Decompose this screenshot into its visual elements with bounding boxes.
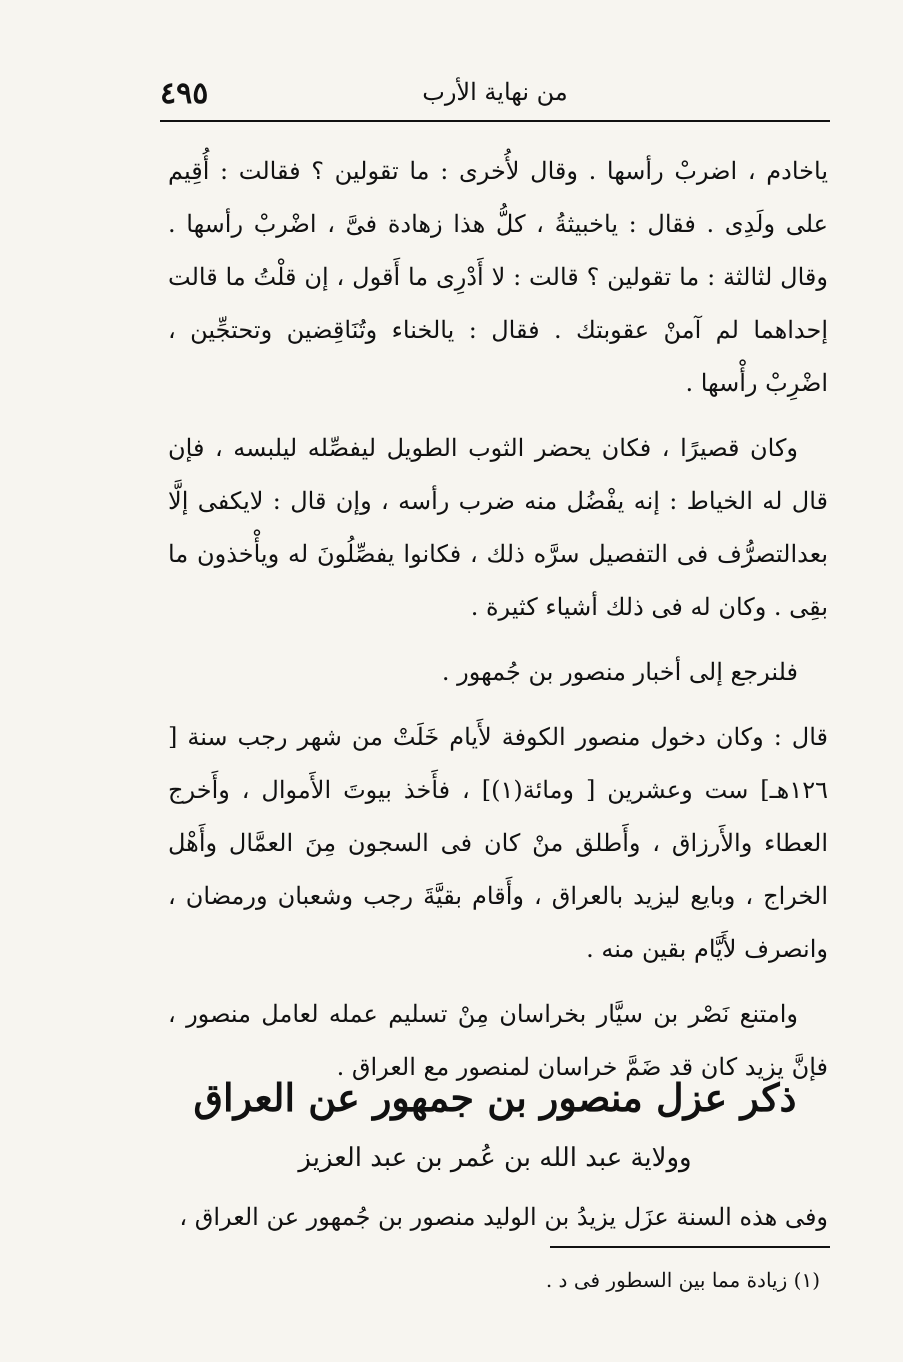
footnote-divider	[550, 1246, 830, 1248]
section-first-line: وفى هذه السنة عزَل يزيدُ بن الوليد منصور بن جُمهور عن العراق ،	[179, 1203, 828, 1231]
paragraph: وكان قصيرًا ، فكان يحضر الثوب الطويل ليفصِّله ليلبسه ، فإن قال له الخياط : إنه يفْضُل منه ضرب رأسه ، وإن قال : لايكفى إلَّا بعدالتصرُّف فى التفصيل سرَّه ذلك ، فكانوا يفصِّلُونَ له ويأْخذون ما بقِى . وكان له فى ذلك أشياء كثيرة .	[168, 434, 829, 621]
section-subtitle: وولاية عبد الله بن عُمر بن عبد العزيز	[298, 1143, 692, 1173]
footnote: (١) زيادة مما بين السطور فى د .	[545, 1268, 820, 1292]
page-header	[160, 70, 830, 122]
paragraph: فلنرجع إلى أخبار منصور بن جُمهور .	[441, 658, 798, 686]
page-number: ٤٩٥	[160, 76, 209, 111]
section-title: ذكر عزل منصور بن جمهور عن العراق	[193, 1075, 797, 1120]
paragraph: ياخادم ، اضربْ رأسها . وقال لأُخرى : ما تقولين ؟ فقالت : أُقِيم على ولَدِى . فقال : ياخبيثةُ ، كلُّ هذا زهادة فىَّ ، اضْربْ رأسها . وقال لثالثة : ما تقولين ؟ قالت : لا أَدْرِى ما أَقول ، إن قلْتُ ما قالت إحداهما لم آمنْ عقوبتك . فقال : يالخناء وتُنَاقِضين وتحتجِّين ، اضْرِبْ رأْسها .	[168, 157, 828, 397]
running-title: من نهاية الأرب	[422, 78, 568, 106]
paragraph: قال : وكان دخول منصور الكوفة لأَيام خَلَتْ من شهر رجب سنة [ ١٢٦هـ] ست وعشرين [ ومائة(١)] ، فأَخذ بيوتَ الأَموال ، وأَخرج العطاء والأَرزاق ، وأَطلق منْ كان فى السجون مِنَ العمَّال وأَهْل الخراج ، وبايع ليزيد بالعراق ، وأَقام بقيَّةَ رجب وشعبان ورمضان ، وانصرف لأَيَّام بقين منه .	[168, 723, 828, 963]
body-text	[168, 145, 828, 1106]
paragraph: وامتنع نَصْر بن سيَّار بخراسان مِنْ تسليم عمله لعامل منصور ، فإنَّ يزيد كان قد ضَمَّ خراسان لمنصور مع العراق .	[168, 1000, 828, 1081]
